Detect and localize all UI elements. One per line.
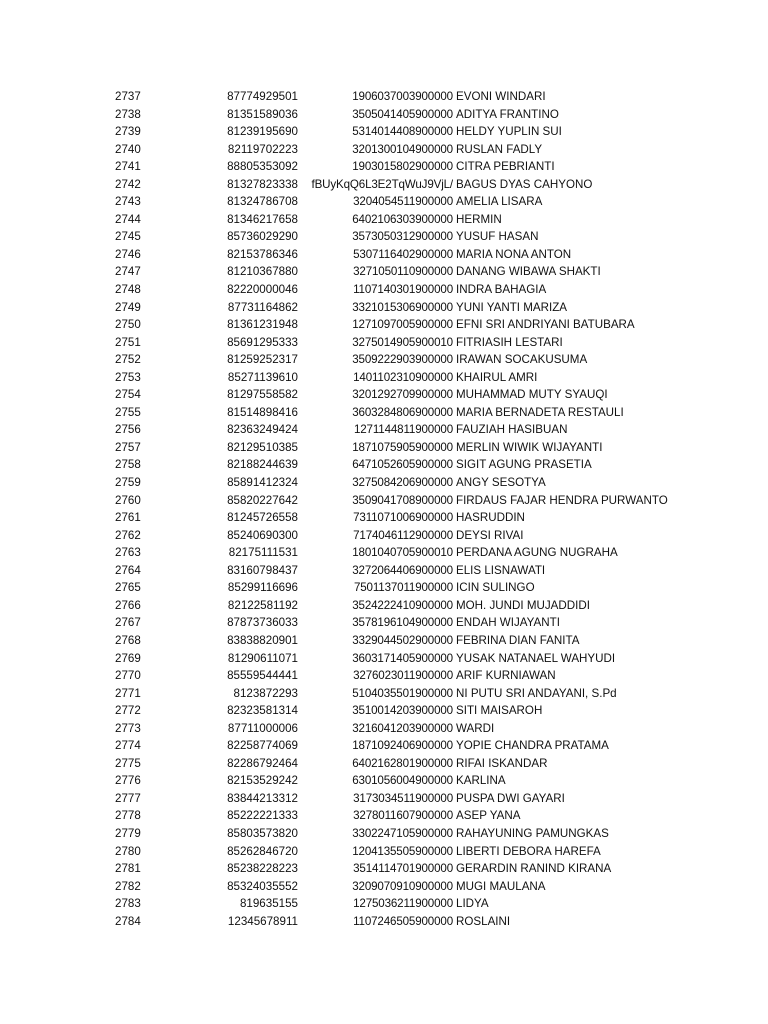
row-number: 2767: [115, 616, 141, 630]
row-number: 2770: [115, 669, 141, 683]
row-number: 2781: [115, 862, 141, 876]
phone-number-cell: 819635155: [239, 897, 298, 911]
id-number-cell: 3204054511900000: [353, 195, 453, 209]
row-number: 2737: [115, 90, 141, 103]
id-number-cell: 3573050312900000: [352, 230, 453, 244]
table-row: [0, 474, 768, 492]
id-number-cell: 3505041405900000: [352, 107, 453, 121]
table-row: [0, 737, 768, 755]
table-row: [0, 106, 768, 124]
row-number: 2783: [115, 897, 141, 911]
phone-number-cell: 85891412324: [227, 476, 298, 490]
name-cell: HERMIN: [456, 212, 502, 226]
phone-number-cell: 81290611071: [227, 651, 298, 665]
table-row: [0, 807, 768, 825]
id-number-cell: 1871075905900000: [352, 440, 453, 454]
phone-number-cell: 81245726558: [227, 511, 298, 525]
row-number: 2742: [115, 177, 141, 191]
id-number-cell: 3514114701900000: [353, 862, 453, 876]
table-row: [0, 369, 768, 387]
id-number-cell: 5104035501900000: [352, 686, 453, 700]
row-number: 2753: [115, 370, 141, 384]
id-number-cell: 1271097005900000: [352, 318, 453, 332]
row-number: 2746: [115, 247, 141, 261]
row-number: 2744: [115, 212, 141, 226]
table-row: [0, 720, 768, 738]
name-cell: IRAWAN SOCAKUSUMA: [456, 353, 588, 367]
id-number-cell: 1107140301900000: [353, 283, 453, 297]
row-number: 2739: [115, 125, 141, 139]
id-number-cell: 1271144811900000: [353, 423, 453, 437]
table-row: [0, 351, 768, 369]
table-row: [0, 772, 768, 790]
phone-number-cell: 85240690300: [227, 528, 298, 542]
phone-number-cell: 83838820901: [227, 633, 298, 647]
id-number-cell: 1801040705900010: [352, 546, 453, 560]
name-cell: LIBERTI DEBORA HAREFA: [456, 844, 601, 858]
row-number: 2764: [115, 563, 141, 577]
table-row: [0, 193, 768, 211]
phone-number-cell: 85803573820: [227, 826, 298, 840]
row-number: 2748: [115, 283, 141, 297]
name-cell: CITRA PEBRIANTI: [456, 160, 555, 174]
name-cell: HASRUDDIN: [456, 511, 525, 525]
name-cell: MUHAMMAD MUTY SYAUQI: [456, 388, 608, 402]
phone-number-cell: 87873736033: [227, 616, 298, 630]
id-number-cell: 3276023011900000: [353, 669, 453, 683]
id-number-cell: 3329044502900000: [352, 633, 453, 647]
phone-number-cell: 81210367880: [227, 265, 298, 279]
row-number: 2752: [115, 353, 141, 367]
id-number-cell: 3173034511900000: [353, 791, 453, 805]
table-row: [0, 825, 768, 843]
id-number-cell: 1906037003900000: [352, 90, 453, 103]
row-number: 2778: [115, 809, 141, 823]
name-cell: DANANG WIBAWA SHAKTI: [456, 265, 601, 279]
phone-number-cell: 85820227642: [227, 493, 298, 507]
table-row: [0, 632, 768, 650]
id-number-cell: 3509041708900000: [352, 493, 453, 507]
phone-number-cell: 85271139610: [227, 370, 298, 384]
phone-number-cell: 85559544441: [227, 669, 298, 683]
name-cell: SIGIT AGUNG PRASETIA: [456, 458, 592, 472]
table-row: [0, 211, 768, 229]
name-cell: ADITYA FRANTINO: [456, 107, 559, 121]
phone-number-cell: 82119702223: [227, 142, 298, 156]
phone-number-cell: 83160798437: [227, 563, 298, 577]
name-cell: LIDYA: [456, 897, 489, 911]
name-cell: ARIF KURNIAWAN: [456, 669, 556, 683]
name-cell: PERDANA AGUNG NUGRAHA: [456, 546, 618, 560]
id-number-cell: 1275036211900000: [353, 897, 453, 911]
name-cell: YOPIE CHANDRA PRATAMA: [456, 739, 609, 753]
table-row: [0, 790, 768, 808]
phone-number-cell: 81514898416: [227, 405, 298, 419]
phone-number-cell: 82175111531: [228, 546, 298, 560]
name-cell: KARLINA: [456, 774, 506, 788]
table-row: [0, 246, 768, 264]
name-cell: MARIA BERNADETA RESTAULI: [456, 405, 624, 419]
id-number-cell: 3278011607900000: [353, 809, 453, 823]
table-row: [0, 685, 768, 703]
name-cell: HELDY YUPLIN SUI: [456, 125, 562, 139]
id-number-cell: 6402106303900000: [352, 212, 453, 226]
row-number: 2771: [115, 686, 141, 700]
id-number-cell: 3524222410900000: [352, 598, 453, 612]
name-cell: BAGUS DYAS CAHYONO: [456, 177, 593, 191]
name-cell: PUSPA DWI GAYARI: [456, 791, 565, 805]
phone-number-cell: 87711000006: [227, 721, 298, 735]
name-cell: ICIN SULINGO: [456, 581, 535, 595]
phone-number-cell: 88805353092: [227, 160, 298, 174]
name-cell: FEBRINA DIAN FANITA: [456, 633, 580, 647]
table-row: [0, 860, 768, 878]
id-number-cell: 6301056004900000: [352, 774, 453, 788]
name-cell: WARDI: [456, 721, 495, 735]
id-number-cell: 3272064406900000: [352, 563, 453, 577]
row-number: 2741: [115, 160, 141, 174]
name-cell: ENDAH WIJAYANTI: [456, 616, 560, 630]
id-number-cell: 1107246505900000: [353, 914, 453, 928]
name-cell: FIRDAUS FAJAR HENDRA PURWANTO: [456, 493, 668, 507]
row-number: 2750: [115, 318, 141, 332]
row-number: 2757: [115, 440, 141, 454]
phone-number-cell: 8123872293: [233, 686, 298, 700]
name-cell: SITI MAISAROH: [456, 704, 543, 718]
id-number-cell: 3302247105900000: [352, 826, 453, 840]
id-number-cell: 3510014203900000: [352, 704, 453, 718]
id-number-cell: 1204135505900000: [352, 844, 453, 858]
id-number-cell: 7501137011900000: [353, 581, 453, 595]
name-cell: EVONI WINDARI: [456, 90, 546, 103]
row-number: 2743: [115, 195, 141, 209]
row-number: 2755: [115, 405, 141, 419]
row-number: 2756: [115, 423, 141, 437]
row-number: 2751: [115, 335, 141, 349]
phone-number-cell: 81297558582: [227, 388, 298, 402]
row-number: 2765: [115, 581, 141, 595]
id-number-cell: fBUyKqQ6L3E2TqWuJ9VjL/: [311, 177, 453, 191]
name-cell: FAUZIAH HASIBUAN: [456, 423, 568, 437]
table-row: [0, 878, 768, 896]
row-number: 2784: [115, 914, 141, 928]
name-cell: YUNI YANTI MARIZA: [456, 300, 568, 314]
row-number: 2740: [115, 142, 141, 156]
name-cell: INDRA BAHAGIA: [456, 283, 547, 297]
row-number: 2775: [115, 756, 141, 770]
phone-number-cell: 85238228223: [227, 862, 298, 876]
row-number: 2773: [115, 721, 141, 735]
table-row: [0, 614, 768, 632]
table-row: [0, 88, 768, 106]
table-row: [0, 492, 768, 510]
table-row: [0, 404, 768, 422]
name-cell: NI PUTU SRI ANDAYANI, S.Pd: [456, 686, 617, 700]
row-number: 2761: [115, 511, 141, 525]
phone-number-cell: 85262846720: [227, 844, 298, 858]
row-number: 2749: [115, 300, 141, 314]
id-number-cell: 3578196104900000: [352, 616, 453, 630]
phone-number-cell: 81351589036: [227, 107, 298, 121]
id-number-cell: 3201300104900000: [352, 142, 453, 156]
phone-number-cell: 85736029290: [227, 230, 298, 244]
id-number-cell: 3201292709900000: [352, 388, 453, 402]
table-row: [0, 562, 768, 580]
table-row: [0, 263, 768, 281]
name-cell: MUGI MAULANA: [456, 879, 546, 893]
name-cell: MERLIN WIWIK WIJAYANTI: [456, 440, 603, 454]
id-number-cell: 3271050110900000: [353, 265, 453, 279]
table-row: [0, 386, 768, 404]
phone-number-cell: 82323581314: [227, 704, 298, 718]
row-number: 2769: [115, 651, 141, 665]
table-row: [0, 597, 768, 615]
id-number-cell: 1903015802900000: [352, 160, 453, 174]
phone-number-cell: 82286792464: [227, 756, 298, 770]
table-row: [0, 509, 768, 527]
table-row: [0, 334, 768, 352]
phone-number-cell: 82220000046: [227, 283, 298, 297]
id-number-cell: 5307116402900000: [353, 247, 453, 261]
table-row: [0, 527, 768, 545]
name-cell: DEYSI RIVAI: [456, 528, 524, 542]
phone-number-cell: 82258774069: [227, 739, 298, 753]
row-number: 2762: [115, 528, 141, 542]
name-cell: RAHAYUNING PAMUNGKAS: [456, 826, 609, 840]
phone-number-cell: 81324786708: [227, 195, 298, 209]
id-number-cell: 3603171405900000: [352, 651, 453, 665]
phone-number-cell: 82153529242: [227, 774, 298, 788]
row-number: 2782: [115, 879, 141, 893]
table-row: [0, 228, 768, 246]
phone-number-cell: 87774929501: [227, 90, 298, 103]
row-number: 2745: [115, 230, 141, 244]
phone-number-cell: 81239195690: [227, 125, 298, 139]
id-number-cell: 7311071006900000: [353, 511, 453, 525]
row-number: 2774: [115, 739, 141, 753]
name-cell: RUSLAN FADLY: [456, 142, 543, 156]
table-row: [0, 667, 768, 685]
name-cell: EFNI SRI ANDRIYANI BATUBARA: [456, 318, 635, 332]
phone-number-cell: 81346217658: [227, 212, 298, 226]
name-cell: GERARDIN RANIND KIRANA: [456, 862, 612, 876]
row-number: 2768: [115, 633, 141, 647]
table-row: [0, 439, 768, 457]
name-cell: MARIA NONA ANTON: [456, 247, 572, 261]
phone-number-cell: 85324035552: [227, 879, 298, 893]
phone-number-cell: 85299116696: [227, 581, 298, 595]
table-row: [0, 755, 768, 773]
phone-number-cell: 83844213312: [227, 791, 298, 805]
phone-number-cell: 87731164862: [227, 300, 298, 314]
row-number: 2777: [115, 791, 141, 805]
phone-number-cell: 81259252317: [227, 353, 298, 367]
table-row: [0, 895, 768, 913]
row-number: 2738: [115, 107, 141, 121]
row-number: 2780: [115, 844, 141, 858]
row-number: 2763: [115, 546, 141, 560]
phone-number-cell: 82153786346: [227, 247, 298, 261]
id-number-cell: 5314014408900000: [352, 125, 453, 139]
id-number-cell: 3275014905900010: [352, 335, 453, 349]
id-number-cell: 7174046112900000: [353, 528, 453, 542]
table-row: [0, 316, 768, 334]
data-sheet: [0, 88, 768, 930]
table-row: [0, 123, 768, 141]
table-row: [0, 579, 768, 597]
phone-number-cell: 82122581192: [227, 598, 298, 612]
id-number-cell: 3603284806900000: [352, 405, 453, 419]
id-number-cell: 3321015306900000: [352, 300, 453, 314]
id-number-cell: 6471052605900000: [352, 458, 453, 472]
name-cell: ROSLAINI: [456, 914, 511, 928]
id-number-cell: 3216041203900000: [352, 721, 453, 735]
id-number-cell: 1401102310900000: [353, 370, 453, 384]
table-row: [0, 158, 768, 176]
table-row: [0, 456, 768, 474]
table-row: [0, 544, 768, 562]
table-row: [0, 913, 768, 931]
name-cell: ELIS LISNAWATI: [456, 563, 546, 577]
row-number: 2760: [115, 493, 141, 507]
table-row: [0, 281, 768, 299]
phone-number-cell: 82129510385: [227, 440, 298, 454]
phone-number-cell: 82188244639: [227, 458, 298, 472]
name-cell: ASEP YANA: [456, 809, 521, 823]
row-number: 2772: [115, 704, 141, 718]
table-row: [0, 421, 768, 439]
table-row: [0, 176, 768, 194]
id-number-cell: 3209070910900000: [352, 879, 453, 893]
phone-number-cell: 82363249424: [227, 423, 298, 437]
phone-number-cell: 81327823338: [227, 177, 298, 191]
phone-number-cell: 81361231948: [227, 318, 298, 332]
table-row: [0, 843, 768, 861]
row-number: 2779: [115, 826, 141, 840]
phone-number-cell: 12345678911: [227, 914, 298, 928]
id-number-cell: 1871092406900000: [352, 739, 453, 753]
table-row: [0, 299, 768, 317]
name-cell: KHAIRUL AMRI: [456, 370, 538, 384]
table-row: [0, 650, 768, 668]
row-number: 2758: [115, 458, 141, 472]
row-number: 2754: [115, 388, 141, 402]
phone-number-cell: 85691295333: [227, 335, 298, 349]
name-cell: YUSUF HASAN: [456, 230, 539, 244]
name-cell: AMELIA LISARA: [456, 195, 543, 209]
row-number: 2747: [115, 265, 141, 279]
name-cell: YUSAK NATANAEL WAHYUDI: [456, 651, 616, 665]
name-cell: FITRIASIH LESTARI: [456, 335, 563, 349]
table-row: [0, 702, 768, 720]
row-number: 2776: [115, 774, 141, 788]
id-number-cell: 3275084206900000: [352, 476, 453, 490]
name-cell: ANGY SESOTYA: [456, 476, 546, 490]
row-number: 2766: [115, 598, 141, 612]
id-number-cell: 3509222903900000: [352, 353, 453, 367]
phone-number-cell: 85222221333: [227, 809, 298, 823]
row-number: 2759: [115, 476, 141, 490]
name-cell: MOH. JUNDI MUJADDIDI: [456, 598, 590, 612]
id-number-cell: 6402162801900000: [352, 756, 453, 770]
table-row: [0, 141, 768, 159]
name-cell: RIFAI ISKANDAR: [456, 756, 548, 770]
